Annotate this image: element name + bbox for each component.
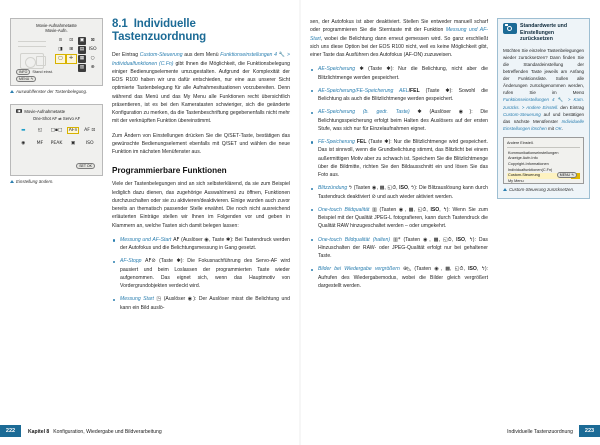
tip-title: Standardwerte und Einstellungen zurücksetzen <box>520 23 567 43</box>
section-heading <box>112 18 290 44</box>
inline-glyph: ◱⏱ <box>417 206 427 213</box>
emphasis-text: AE-Speicherung/FE-Speicherung AEL <box>318 87 409 94</box>
inline-glyph: ▩ <box>445 266 451 273</box>
emphasis-text: Messung und AF-Start <box>310 27 488 42</box>
grid-icon[interactable]: ⊡ <box>69 38 74 43</box>
right-footer <box>300 411 600 445</box>
emphasis-text: Funktionseinstellungen 4 <box>503 97 558 103</box>
inline-glyph: ◱⏱ <box>442 236 452 243</box>
grid-icon[interactable]: ⊙ <box>58 38 63 43</box>
menu-badge[interactable]: MENU ↰ <box>16 76 36 82</box>
grid-icon[interactable]: ○ <box>90 56 95 61</box>
emphasis-text: Funktionseinstellungen 4 <box>220 52 279 59</box>
option-icon-peak[interactable]: PEAK <box>50 140 63 146</box>
bold-text: ISO <box>399 185 408 192</box>
option-icon[interactable]: ▬ <box>21 127 26 133</box>
subsection-heading: Programmierbare Funktionen <box>112 166 227 176</box>
menu-header: Andere Einstell. <box>507 141 580 148</box>
grid-icon[interactable]: ▣ <box>78 37 87 45</box>
emphasis-text: > <box>564 97 574 103</box>
list-item: Messung und AF-Start AF (Auslöser ◉, Taste ✱): Bei Tastendruck werden der Autofokus und die Belichtungsmessung in Gang gesetzt. <box>112 236 290 253</box>
emphasis-glyph: 🔧 <box>278 52 286 59</box>
sidebar-column <box>497 18 590 410</box>
inline-glyph: ◳ <box>156 296 162 303</box>
camera-screen-change-setting <box>10 104 103 176</box>
screen-header-title: Movie-Aufnahmetaste <box>24 108 66 114</box>
inline-glyph: ϟ <box>443 206 447 213</box>
list-item: AE-Speicherung ✱ (Taste ✱): Nur die Belichtung, nicht aber die Blitzlichtmenge werden gespeichert. <box>310 65 488 82</box>
page-number-right: 223 <box>579 425 600 437</box>
list-item: AF-Stopp AF⊘ (Taste ✱): Die Fokusnachführung des Servo-AF wird pausiert und beim Loslassen der programmierten Taste wieder aufgenommen. Das eignet sich, wenn das Hauptmotiv von Vordergrundobjekten verdeckt wird. <box>112 257 290 290</box>
inline-glyph: ✱ <box>384 139 389 145</box>
footer-label: Stand einst. <box>32 69 53 74</box>
inline-glyph: ✱ <box>226 236 231 243</box>
inline-glyph: ◉ <box>434 266 441 273</box>
screen-header <box>16 109 97 114</box>
function-option-grid[interactable] <box>16 125 97 149</box>
grid-icon[interactable]: ▥ <box>78 64 87 72</box>
emphasis-text: AE-Speicherung <box>318 66 356 73</box>
screen-footer <box>16 69 53 82</box>
emphasis-text: AE-Speicherung (b. gedr. Taste) <box>318 109 410 116</box>
left-footer <box>0 411 300 445</box>
inline-glyph: ▩ <box>433 236 439 243</box>
inline-glyph: ◉ <box>204 236 210 243</box>
emphasis-text: Kam. zurücks. <box>503 97 584 111</box>
grid-icon[interactable]: ▤ <box>78 46 87 54</box>
figure-caption: Einstellung ändern. <box>10 179 103 185</box>
inline-glyph: ◉ <box>423 236 430 243</box>
grid-icon[interactable]: ⊕ <box>90 65 95 70</box>
figure-button-assignment-window <box>10 18 103 95</box>
info-badge[interactable]: INFO <box>16 69 30 75</box>
list-item: Blitzzündung ϟ (Tasten ◉, ▩, ◱⏱, ISO, ϟ): Die Blitzauslösung kann durch Tastendruck deaktiviert ⊘ und auch wieder aktiviert werden. <box>310 184 488 201</box>
paragraph: Zum Ändern von Einstellungen drücken Sie die Q/SET-Taste, bestätigen das gewünschte Bedienungselement ebenfalls mit Q/SET und wählen die neue Funktion im nächsten Menüfenster aus. <box>112 132 290 156</box>
inline-glyph: ✱ <box>359 66 364 73</box>
figure-caption: Auswahlfenster der Tastenbelegung. <box>10 89 103 95</box>
list-item: Bilder bei Wiedergabe vergrößern ⊕◺ (Tasten ◉, ▩, ◱⏱, ISO, ϟ): Aufrufen des Wiedergabemodus, wobei die Bilder gleich vergrößert dargestellt werden. <box>310 265 488 290</box>
emphasis-text: Andere Einstell. <box>526 105 559 111</box>
tip-header <box>503 23 584 43</box>
footer-chapter <box>28 429 162 435</box>
function-bullet-list-continued <box>310 65 488 290</box>
footer-section-title: Individuelle Tastenzuordnung <box>507 429 573 435</box>
inline-glyph: ▥* <box>393 236 401 243</box>
camera-menu-screen <box>503 137 584 184</box>
emphasis-text: Individualfunktionen (C.Fn) <box>112 60 174 67</box>
emphasis-text: Custom-Steuerung <box>503 112 541 118</box>
emphasis-text: AF-Stopp <box>120 258 142 265</box>
inline-glyph: ◉ <box>187 296 194 303</box>
continued-paragraph <box>310 18 488 59</box>
set-ok-badge[interactable]: SET OK <box>76 163 95 169</box>
bold-text: ISO <box>456 236 465 243</box>
emphasis-text: Blitzzündung <box>318 185 348 192</box>
section-title: Individuelle Tastenzuordnung <box>112 18 207 44</box>
menu-item[interactable]: Copyright-Informationen <box>508 162 549 167</box>
inline-glyph: ⊕◺ <box>403 266 412 273</box>
grid-icon-selected[interactable]: ▢ <box>56 55 65 63</box>
menu-item[interactable]: My Menu <box>508 179 524 184</box>
list-item: AE-Speicherung/FE-Speicherung AEL/FEL (Taste ✱): Sowohl die Belichtung als auch die Blitzlichtmenge werden gespeichert. <box>310 87 488 104</box>
figure-change-setting <box>10 104 103 185</box>
option-icon[interactable]: ▣ <box>70 140 76 146</box>
emphasis-text: > <box>519 105 527 111</box>
option-icon-mf[interactable]: MF <box>36 140 44 146</box>
list-item: One-touch Bildqualität (halten) ▥* (Tasten ◉, ▩, ◱⏱, ISO, ϟ): Das Hinzuschalten der RAW- oder JPEG-Qualität erfolgt nur bei gehaltener Taste. <box>310 236 488 261</box>
inline-glyph: ◱⏱ <box>454 266 464 273</box>
emphasis-text: OK <box>555 126 562 132</box>
tip-box <box>497 18 590 199</box>
inline-glyph: ▥ <box>372 206 377 213</box>
inline-glyph: ϟ <box>410 185 415 192</box>
grid-icon[interactable]: ◨ <box>58 47 63 52</box>
list-item: AE-Speicherung (b. gedr. Taste) ✱ (Auslöser ◉): Die Belichtungsspeicherung erfolgt beim Halten des Auslösers auf der ersten Stufe, was sich nur für Einzelaufnahmen eignet. <box>310 108 488 133</box>
menu-item[interactable]: Individualfunktionen(C.Fn) <box>508 167 553 172</box>
footer-chapter-title: Konfiguration, Wiedergabe und Bildverarbeitung <box>53 429 162 435</box>
grid-icon[interactable]: ⊞ <box>69 47 74 52</box>
inline-glyph: ◱⏱ <box>387 185 397 192</box>
grid-icon[interactable]: ⊠ <box>90 38 95 43</box>
tip-body: Möchten Sie einzelne Tastenbelegungen wieder zurücksetzen? Dann finden Sie die Standardeinstellung der betreffenden Taste jeweils am Anfang der Funktionsliste. Sollen alle Änderungen zurückgenommen werden, rufen Sie im Menü Funktionseinstellungen 4 🔧 > Kam. zurücks. > Andere Einstell. den Eintrag Custom-Steuerung auf und bestätigen das nächste Menüfenster Individuelle Einstellungen löschen mit OK. <box>503 47 584 132</box>
camera-icon <box>503 23 517 34</box>
left-text-column <box>112 18 290 410</box>
menu-footer <box>557 163 579 181</box>
emphasis-text: Bilder bei Wiedergabe vergrößern <box>318 266 400 273</box>
list-item: Messung Start ◳ (Auslöser ◉): Der Auslöser misst die Belichtung und kann ein Bild auslö- <box>112 295 290 312</box>
list-item: FE-Speicherung FEL (Taste ✱): Nur die Blitzlichtmenge wird gespeichert. Das ist sinnvoll, wenn die Grundbelichtung stimmt, das Blitzlicht bei einem außermittigen Motiv aber zu schwach ist. Speichern Sie die Blitzlichtmenge über die Bildmitte, richten Sie den Bildausschnitt ein und lösen Sie das Foto aus. <box>310 138 488 179</box>
inline-glyph: ϟ <box>469 236 473 243</box>
figure-column <box>10 18 103 410</box>
menu-item[interactable]: Kommunikationseinstellungen <box>508 150 559 155</box>
option-icon[interactable]: ◉ <box>21 140 26 146</box>
inline-glyph: ϟ <box>481 266 485 273</box>
inline-glyph: ✱ <box>176 258 181 265</box>
section-number: 8.1 <box>112 18 128 30</box>
inline-glyph: ✱ <box>445 87 450 94</box>
assignable-button-grid[interactable] <box>56 37 97 73</box>
inline-glyph: ✱ <box>417 109 422 116</box>
camera-screen-button-assignment <box>10 18 103 86</box>
emphasis-text: One-touch Bildqualität <box>318 206 370 213</box>
emphasis-text: > <box>285 52 291 59</box>
paragraph: Der Eintrag Custom-Steuerung aus dem Menü Funktionseinstellungen 4 🔧 > Individualfunktionen (C.Fn) gibt Ihnen die Möglichkeit, die Funktionsbelegung einiger Bedienungselemente umzugestalten. Aufgrund der Komplexität der EOS R100 haben wir uns dafür entschieden, nur eine aus unserer Sicht optimierte Tastenbelegung für alle Aufnahmesituationen vorzubereiten. Denn während das Menü und das My Menu alle Funktionen recht übersichtlich präsentieren, ist es bei den Kameratasten schwieriger, sich die geänderte Konfiguration zu merken, da die Tastenbeschriftung gegebenenfalls nicht mehr mit der verknüpften Funktion übereinstimmt. <box>112 52 291 125</box>
screen-subtitle: One-Shot AF ⇄ Servo AF <box>32 115 81 121</box>
paragraph: sen, der Autofokus ist aber deaktiviert. Stellen Sie entweder manuell scharf oder programmieren Sie die Sterntaste mit der Funktion Messung und AF-Start, wobei die Belichtung dann erneut gemessen wird. So ganz erschließt sich uns diese Option bei der EOS R100 nicht, weil es keine Möglichkeit gibt, einer Taste das Ausführen des Autofokus (AF-ON) zuzuweisen. <box>310 19 488 58</box>
inline-glyph: ◉ <box>458 109 470 116</box>
grid-icon-iso[interactable]: ISO <box>88 47 97 52</box>
inline-glyph: AF⊘ <box>144 258 156 265</box>
option-icon[interactable]: ◱ <box>37 127 43 133</box>
bold-text: ISO <box>430 206 440 213</box>
bold-text: /FEL <box>408 87 420 94</box>
emphasis-text: FE-Speicherung <box>318 139 355 145</box>
option-icon-highlighted[interactable]: AFn <box>68 127 78 133</box>
inline-glyph: ◉ <box>398 206 405 213</box>
emphasis-text: Custom-Steuerung <box>139 52 183 59</box>
right-text-column <box>310 18 488 410</box>
footer-chapter-label: Kapitel 8 <box>28 429 50 435</box>
paragraph: Viele der Tastenbelegungen sind an sich selbsterklärend, da sie zum Beispiel lediglich dazu dienen, das zugehörige Auswahlmenü zu öffnen, Funktionen durchzuschalten oder sie zu aktivieren/deaktivieren. Einige wurden auch zuvor bereits an thematisch passender Stelle erwähnt. Die noch nicht ausreichend erläuterten Einträge stellen wir Ihnen im Folgenden vor und geben in Klammern an, welche Tasten sich damit belegen lassen: <box>112 181 290 229</box>
movie-record-icon: ▣ <box>17 109 21 114</box>
menu-item[interactable]: Anzeige Aufn.Info <box>508 156 538 161</box>
emphasis-text: Individuelle Einstellungen löschen <box>503 119 584 132</box>
list-item: One-touch Bildqualität ▥ (Tasten ◉, ▩, ◱⏱, ISO, ϟ): Wenn Sie zum Beispiel mit der Qualität JPEG-L fotografieren, kann durch Tastendruck die Qualität RAW hinzugeschaltet werden – oder umgekehrt. <box>310 206 488 231</box>
figure-caption: Custom-Steuerung zurücksetzen. <box>503 187 584 193</box>
inline-glyph: ▩ <box>379 185 385 192</box>
right-page <box>300 0 600 445</box>
grid-icon-selected[interactable]: ✛ <box>67 55 76 63</box>
programmable-intro <box>112 180 290 230</box>
grid-icon[interactable]: ▦ <box>78 55 87 63</box>
inline-glyph: ▩ <box>408 206 414 213</box>
inline-glyph: ✱ <box>386 66 391 73</box>
inline-glyph: ◉ <box>371 185 377 192</box>
grid-icon[interactable] <box>67 64 76 72</box>
emphasis-text: One-touch Bildqualität (halten) <box>318 236 391 243</box>
emphasis-glyph: 🔧 <box>557 98 565 104</box>
emphasis-text: Messung Start <box>120 296 154 303</box>
option-icon-iso[interactable]: ISO <box>85 140 94 146</box>
screen-body <box>16 37 97 73</box>
inline-glyph: ϟ <box>348 185 353 192</box>
intro-paragraphs <box>112 51 290 156</box>
left-page-columns <box>10 18 290 410</box>
screen-footer <box>76 154 97 172</box>
right-page-columns <box>310 18 590 410</box>
bold-text: ISO <box>468 266 477 273</box>
camera-body-illustration <box>16 37 52 73</box>
grid-icon[interactable] <box>56 64 65 72</box>
screen-title-line2: Movie-Aufn. <box>45 28 68 34</box>
function-bullet-list <box>112 236 290 312</box>
option-icon[interactable]: □▪□ <box>50 127 63 133</box>
inline-glyph: ⊘ <box>371 193 376 200</box>
option-icon[interactable]: AF ⊡ <box>84 127 96 133</box>
tip-figure <box>503 137 584 193</box>
bold-text: FEL <box>354 139 367 145</box>
menu-badge[interactable]: MENU ↰ <box>557 172 577 178</box>
screen-title-line1: Movie-Aufnahmetaste <box>36 23 77 28</box>
emphasis-text: Messung und AF-Start <box>120 236 172 243</box>
inline-glyph: AF <box>173 236 180 243</box>
menu-item[interactable]: Custom-Steuerung <box>507 173 580 179</box>
page-number-left: 222 <box>0 425 21 437</box>
